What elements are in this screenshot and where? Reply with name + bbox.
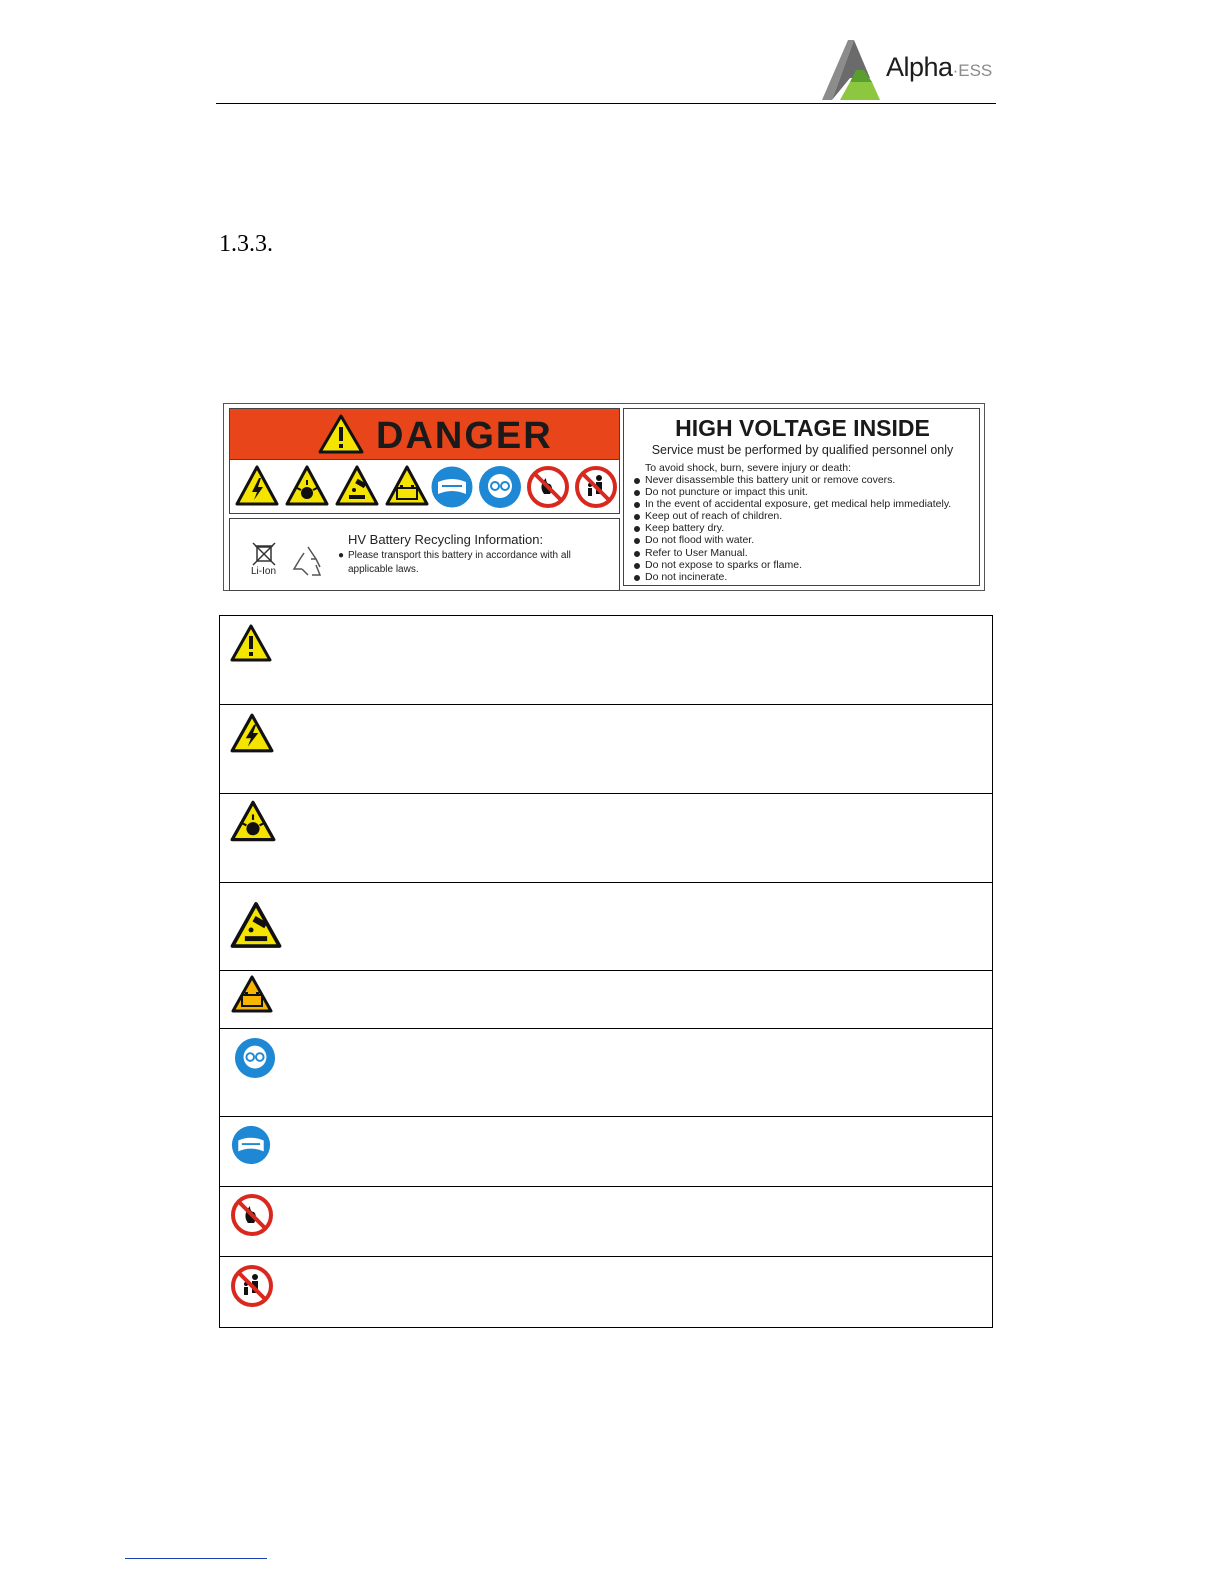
table-row bbox=[220, 1257, 993, 1328]
table-row bbox=[220, 971, 993, 1029]
label-left-panel bbox=[229, 408, 620, 586]
electric-shock-warning-icon bbox=[230, 713, 274, 753]
battery-warning-icon bbox=[230, 975, 274, 1013]
list-item: Never disassemble this battery unit or remove covers. bbox=[632, 474, 951, 486]
recycling-text: Please transport this battery in accordance with all applicable laws. bbox=[348, 550, 571, 575]
recycle-icon bbox=[290, 543, 326, 579]
danger-warning-icon bbox=[318, 414, 364, 454]
danger-banner bbox=[229, 408, 620, 460]
strip-no-children-icon bbox=[577, 468, 615, 506]
list-item: Keep out of reach of children. bbox=[632, 510, 951, 522]
table-row bbox=[220, 794, 993, 883]
section-number: 1.3.3. bbox=[219, 231, 273, 257]
high-voltage-subtitle: Service must be performed by qualified personnel only bbox=[651, 443, 954, 457]
strip-goggles-icon bbox=[479, 466, 521, 508]
wear-goggles-icon bbox=[234, 1037, 276, 1079]
strip-explosion-icon bbox=[287, 467, 327, 504]
list-item: In the event of accidental exposure, get medical help immediately. bbox=[632, 498, 951, 510]
table-row bbox=[220, 1029, 993, 1117]
keep-away-children-icon bbox=[230, 1264, 274, 1308]
high-voltage-list bbox=[632, 474, 951, 583]
strip-electric-icon bbox=[237, 467, 277, 504]
recycling-title: HV Battery Recycling Information: bbox=[348, 532, 544, 547]
list-item: Refer to User Manual. bbox=[632, 547, 951, 559]
hazard-icons-strip bbox=[229, 460, 620, 514]
recycling-info-box: Li-Ion HV Battery Recycling Information: ● Please transport this battery in accordance with all applicable laws. bbox=[229, 518, 620, 591]
table-row bbox=[220, 705, 993, 794]
battery-warning-label bbox=[223, 403, 985, 591]
high-voltage-intro: To avoid shock, burn, severe injury or death: bbox=[645, 462, 852, 474]
footnote-link-underline[interactable] bbox=[125, 1558, 267, 1559]
read-manual-icon bbox=[230, 1125, 272, 1165]
table-row bbox=[220, 616, 993, 705]
symbol-table bbox=[219, 615, 993, 1328]
table-row bbox=[220, 1187, 993, 1257]
list-item: Do not flood with water. bbox=[632, 534, 951, 546]
logo-mark-icon bbox=[820, 38, 884, 102]
table-row bbox=[220, 1117, 993, 1187]
list-item: Keep battery dry. bbox=[632, 522, 951, 534]
strip-no-fire-icon bbox=[529, 468, 567, 506]
danger-title: DANGER bbox=[376, 415, 553, 457]
high-voltage-panel bbox=[623, 408, 980, 586]
alpha-ess-logo: Alpha·ESS bbox=[820, 38, 995, 102]
table-row bbox=[220, 883, 993, 971]
list-item: Do not incinerate. bbox=[632, 571, 951, 583]
no-fire-icon bbox=[230, 1193, 274, 1237]
li-ion-mark: Li-Ion bbox=[251, 566, 277, 577]
list-item: Do not expose to sparks or flame. bbox=[632, 559, 951, 571]
explosion-warning-icon bbox=[230, 800, 276, 842]
corrosive-warning-icon bbox=[230, 901, 282, 949]
logo-text: Alpha bbox=[886, 52, 953, 82]
high-voltage-title: HIGH VOLTAGE INSIDE bbox=[675, 415, 930, 441]
general-warning-icon bbox=[230, 624, 272, 662]
header-rule bbox=[216, 103, 996, 104]
list-item: Do not puncture or impact this unit. bbox=[632, 486, 951, 498]
logo-suffix: ESS bbox=[958, 61, 993, 80]
strip-corrosive-icon bbox=[337, 467, 377, 504]
strip-battery-icon bbox=[387, 467, 427, 504]
strip-manual-icon bbox=[431, 466, 473, 508]
